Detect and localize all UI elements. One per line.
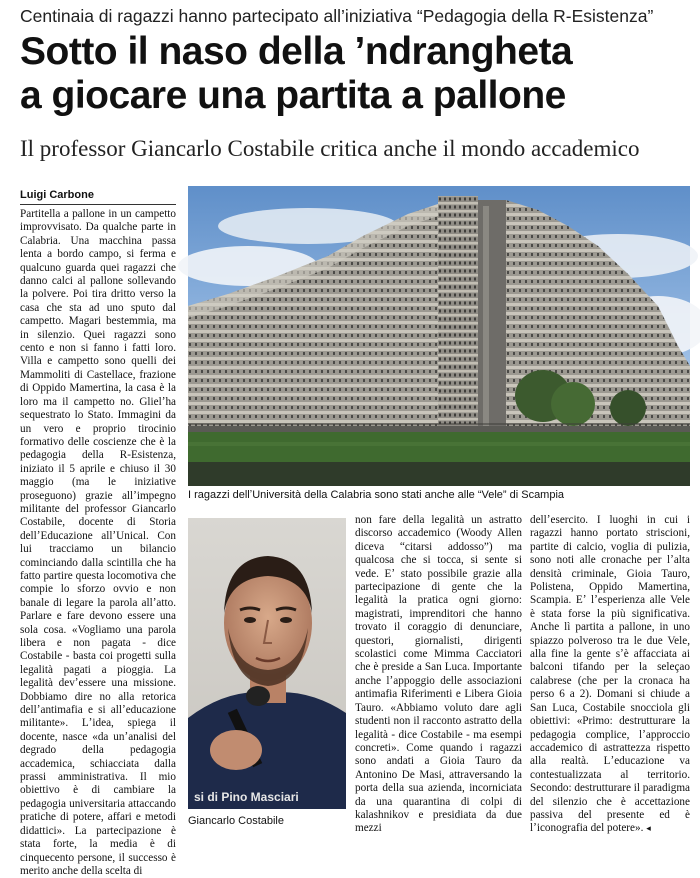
column-1-text: Partitella a pallone in un campetto improvvisato. Da qualche parte in Calabria. Una macchina passa lenta a bordo campo, si ferma e qualcuno guarda quei ragazzi che danno calci al pallone sollevando la polvere. Poi tira dritto verso la casa che sta ad uno sputo dal campetto. Magari bestemmia, ma in silenzio. Quei ragazzi sono cento e non si fanno i fatti loro. Villa e campetto sono quelli dei Mammoliti di Castellace, frazione di Oppido Mamertina, la casa è la loro ma il campetto no. Glielʼha sequestrato lo Stato. Immagini da un vero e proprio tirocinio formativo delle coscienze che è la pedagogia della R-Esistenza, iniziato il 5 aprile e chiuso il 30 maggio (ma le iniziative proseguono) grazie allʼimpegno militante del professor Giancarlo Costabile, docente di Storia dellʼEducazione allʼUnical. Con lui tracciamo un bilancio cominciando dalla scintilla che ha fatto partire questa locomotiva che compie lo sforzo ovvio e non banale di legare la parola allʼatto. Parlare e fare devono essere una sola cosa. «Vogliamo una parola libera e non pagata - dice Costabile - basta coi progetti sulla legalità pagati a pioggia. La legalità devʼessere una missione. Dobbiamo dire no alla retorica dellʼantimafia e si allʼeducazione militante». Lʼidea, spiega il docente, nasce «da unʼanalisi del degrado della pedagogia accademica, schiacciata dalla prassi amministrativa. Il mio obiettivo è di cambiare la pedagogia universitaria attaccando pratiche di potere, affari e metodi didattici». La partecipazione è stata forte, la media è di cinquecento persone, il successo è merito anche della scelta di [20, 208, 176, 877]
kicker: Centinaia di ragazzi hanno partecipato all’iniziativa “Pedagogia della R-Esistenza” [20, 6, 654, 26]
article-column-4 [530, 514, 690, 835]
article-column-3 [355, 514, 522, 835]
headline-line-1: Sotto il naso della ’ndrangheta [20, 30, 573, 73]
costabile-portrait-photo [188, 518, 346, 809]
subhead: Il professor Giancarlo Costabile critica anche il mondo accademico [20, 136, 640, 161]
scampia-vele-photo [188, 186, 690, 486]
main-photo-caption: I ragazzi dellʼUniversità della Calabria sono stati anche alle “Vele” di Scampia [188, 489, 565, 501]
byline-rule [20, 204, 176, 205]
column-3-text: non fare della legalità un astratto discorso accademico (Woody Allen diceva “citarsi addosso”) ma qualcosa che si tocca, si sente si vede. Eʼ stato possibile grazie alla partecipazione di gente che la legalità la pratica ogni giorno: magistrati, imprenditori che hanno trovato il coraggio di denunciare, questori, giornalisti, dirigenti scolastici come Mimma Cacciatori che è preside a San Luca. Importante anche lʼappoggio delle associazioni antimafia Riferimenti e Libera Gioia Tauro. «Abbiamo voluto dare agli studenti non il racconto astratto della legalità - dice Costabile - ma esempi concreti». Come quando i ragazzi sono andati a Gioia Tauro da Antonino De Masi, attraversando la porta della sua azienda, incorniciata da una quarantina di colpi di kalashnikov e presidiata da due mezzi [355, 514, 522, 835]
end-mark-icon: ◂ [646, 823, 651, 834]
headline-line-2: a giocare una partita a pallone [20, 74, 566, 117]
portrait-caption: Giancarlo Costabile [188, 815, 284, 827]
headline [20, 30, 690, 118]
column-4-body: dellʼesercito. I luoghi in cui i ragazzi hanno portato striscioni, partite di calcio, voglia di pulizia, sono noti alle cronache per lʼalta densità criminale, Gioia Tauro, Polistena, Oppido Mamertina, Scampia. Eʼ lʼesperienza alle Vele è stata forse la più significativa. Anche lì partita a pallone, in uno spiazzo polveroso tra le due Vele, alla fine la gente sʼè affacciata ai balconi tifando per la seleçao calabrese (che per la cronaca ha perso 6 a 2). Domani si chiude a San Luca, Costabile snocciola gli obiettivi: «Primo: destrutturare la pedagogia complice, lʼapproccio accademico di astrattezza rispetto alla realtà. Lʼeducazione va contestualizzata al territorio. Secondo: destrutturare il paradigma del silenzio che è accettazione passiva del presente ed è lʼiconografia del potere». [530, 514, 690, 835]
article-column-1 [20, 208, 176, 877]
column-4-text [530, 514, 690, 836]
byline: Luigi Carbone [20, 189, 94, 201]
shirt-text: si di Pino Masciari [194, 790, 299, 804]
